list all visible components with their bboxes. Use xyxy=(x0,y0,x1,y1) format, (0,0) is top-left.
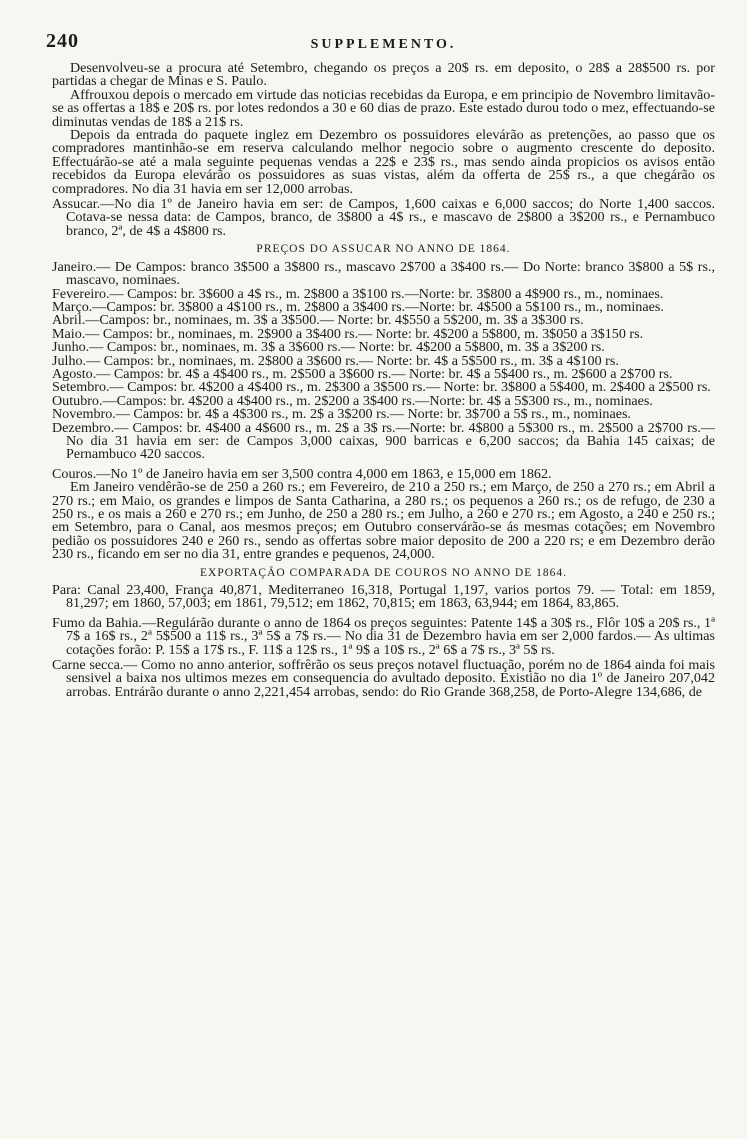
paragraph-couros: Couros.—No 1º de Janeiro havia em ser 3,500 contra 4,000 em 1863, e 15,000 em 1862. xyxy=(52,465,552,482)
page-number: 240 xyxy=(46,30,79,52)
month-entry: Dezembro.— Campos: br. 4$400 a 4$600 rs., m. 2$ a 3$ rs.—Norte: br. 4$800 a 5$300 rs., m. 2$500 a 2$700 rs.— No dia 31 havia em ser: de Campos 3,000 caixas, 900 barricas e 6,200 saccos; da Bahia 145 caixas; de Pernambuco 420 saccos. xyxy=(52,419,715,463)
section-heading-exportacao: EXPORTAÇÃO COMPARADA DE COUROS NO ANNO DE 1864. xyxy=(199,566,567,579)
section-heading-precos: PREÇOS DO ASSUCAR NO ANNO DE 1864. xyxy=(256,243,511,256)
month-entry: Julho.— Campos: br., nominaes, m. 2$800 a 3$600 rs.— Norte: br. 4$ a 5$500 rs., m. 3$ a 4$100 rs. xyxy=(52,352,619,369)
month-entry: Março.—Campos: br. 3$800 a 4$100 rs., m. 2$800 a 3$400 rs.—Norte: br. 4$500 a 5$100 rs., m., nominaes. xyxy=(52,298,664,315)
paragraph-intro-3: Depois da entrada do paquete inglez em Dezembro os possuidores elevárão as pretenções, ao passo que os compradores mantinhão-se em reserva calculando melhor negocio sobre o augmento crescente do deposito. Effectuárão-se até a mala seguinte pequenas vendas a 22$ e 23$ rs., mas sendo ainda propicios os avisos então recebidos da Europa elevárão os possuidores as suas vistas, além da offerta de 25$ rs., a que chegárão os compradores. No dia 31 havia em ser 12,000 arrobas. xyxy=(52,127,715,197)
month-entry: Maio.— Campos: br., nominaes, m. 2$900 a 3$400 rs.— Norte: br. 4$200 a 5$800, m. 3$050 a 3$150 rs. xyxy=(52,325,644,342)
paragraph-assucar: Assucar.—No dia 1º de Janeiro havia em ser: de Campos, 1,600 caixas e 6,000 saccos; do Norte 1,400 saccos. Cotava-se nessa data: de Campos, branco, de 3$800 a 4$ rs., e mascavo de 2$800 a 3$200 rs., e Pernambuco branco, 2ª, de 4$ a 4$800 rs. xyxy=(52,196,715,239)
paragraph-couros-detail: Em Janeiro vendêrão-se de 250 a 260 rs.; em Fevereiro, de 210 a 250 rs.; em Março, de 250 a 270 rs.; em Abril a 270 rs.; em Maio, os grandes e limpos de Santa Catharina, a 280 rs.; os pequenos a 260 rs.; os de refugo, de 230 a 250 rs., e os mais a 260 e 270 rs.; em Junho, de 250 a 280 rs.; em Julho, a 260 e 270 rs.; em Agosto, a 240 e 250 rs.; em Setembro, para o Canal, aos mesmos preços; em Outubro conservárão-se ás mesmas cotações; em Novembro pedião os possuidores 240 e 260 rs., sendo as offertas sobre maior deposito de 200 a 220 rs; e em Dezembro derão 230 rs., ficando em ser no dia 31, entre grandes e pequenos, 24,000. xyxy=(52,479,715,563)
page-header xyxy=(46,30,715,56)
paragraph-intro-2: Affrouxou depois o mercado em virtude das noticias recebidas da Europa, e em principio de Novembro limitavão-se as offertas a 18$ e 20$ rs. por lotes redondos a 30 e 60 dias de prazo. Este estado durou todo o mez, effectuando-se diminutas vendas de 18$ a 21$ rs. xyxy=(52,86,715,130)
body-text xyxy=(52,62,715,699)
month-entry: Novembro.— Campos: br. 4$ a 4$300 rs., m. 2$ a 3$200 rs.— Norte: br. 3$700 a 5$ rs., m., nominaes. xyxy=(52,406,631,423)
paragraph-intro-1: Desenvolveu-se a procura até Setembro, chegando os preços a 20$ rs. em deposito, o 28$ a 28$500 rs. por partidas a chegar de Minas e S. Paulo. xyxy=(52,60,715,90)
month-entry: Janeiro.— De Campos: branco 3$500 a 3$800 rs., mascavo 2$700 a 3$400 rs.— Do Norte: branco 3$800 a 5$ rs., mascavo, nominaes. xyxy=(52,258,715,289)
month-entry: Outubro.—Campos: br. 4$200 a 4$400 rs., m. 2$200 a 3$400 rs.—Norte: br. 4$ a 5$300 rs., m., nominaes. xyxy=(52,392,653,409)
month-entry: Junho.— Campos: br., nominaes, m. 3$ a 3$600 rs.— Norte: br. 4$200 a 5$800, m. 3$ a 3$200 rs. xyxy=(52,339,605,356)
month-entry: Fevereiro.— Campos: br. 3$600 a 4$ rs., m. 2$800 a 3$100 rs.—Norte: br. 3$800 a 4$900 rs., m., nominaes. xyxy=(52,285,664,302)
month-entry: Agosto.— Campos: br. 4$ a 4$400 rs., m. 2$500 a 3$600 rs.— Norte: br. 4$ a 5$400 rs., m. 2$600 a 2$700 rs. xyxy=(52,365,673,382)
month-entry: Setembro.— Campos: br. 4$200 a 4$400 rs., m. 2$300 a 3$500 rs.— Norte: br. 3$800 a 5$400, m. 2$400 a 2$500 rs. xyxy=(52,379,711,396)
paragraph-fumo: Fumo da Bahia.—Regulárão durante o anno de 1864 os preços seguintes: Patente 14$ a 30$ rs., Flôr 10$ a 20$ rs., 1ª 7$ a 16$ rs., 2ª 5$500 a 11$ rs., 3ª 5$ a 7$ rs.— No dia 31 de Dezembro havia em ser 2,000 fardos.— As ultimas cotações forão: P. 15$ a 17$ rs., F. 11$ a 12$ rs., 1ª 9$ a 10$ rs., 2ª 6$ a 7$ rs., 3ª 5$ rs. xyxy=(52,614,715,658)
paragraph-carne: Carne secca.— Como no anno anterior, soffrêrão os seus preços notavel fluctuação, porém no de 1864 ainda foi mais sensivel a baixa nos ultimos mezes em consequencia do avultado deposito. Existião no dia 1º de Janeiro 207,042 arrobas. Entrárão durante o anno 2,221,454 arrobas, sendo: do Rio Grande 368,258, de Porto-Alegre 134,686, de xyxy=(52,657,715,700)
month-entry: Abril.—Campos: br., nominaes, m. 3$ a 3$500.— Norte: br. 4$550 a 5$200, m. 3$ a 3$300 rs. xyxy=(52,312,584,329)
paragraph-para: Para: Canal 23,400, França 40,871, Mediterraneo 16,318, Portugal 1,197, varios portos 79. — Total: em 1859, 81,297; em 1860, 57,003; em 1861, 79,512; em 1862, 70,815; em 1863, 63,944; em 1864, 83,865. xyxy=(52,582,715,612)
running-head: SUPPLEMENTO. xyxy=(310,37,457,52)
